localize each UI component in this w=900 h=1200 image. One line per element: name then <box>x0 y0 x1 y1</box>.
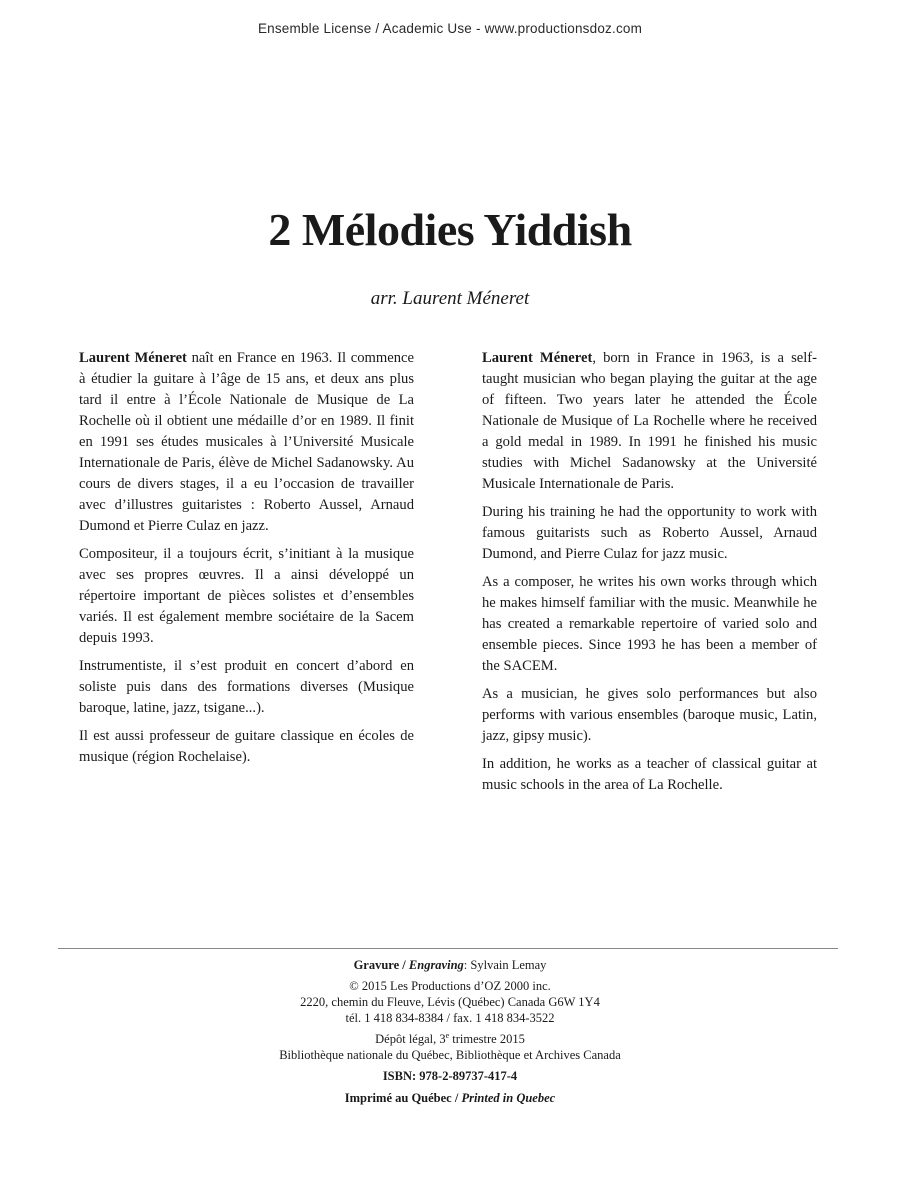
engraving-label-en: Engraving <box>408 958 464 972</box>
footer-divider <box>58 948 838 949</box>
legal-deposit-line <box>0 1031 900 1047</box>
biography-english <box>482 348 817 803</box>
bio-fr-paragraph-4: Il est aussi professeur de guitare classique en écoles de musique (région Rochelaise). <box>79 728 414 765</box>
bio-fr-p1-text: naît en France en 1963. Il commence à étudier la guitare à l’âge de 15 ans, et deux ans plus tard il entre à l’École Nationale de Musique de La Rochelle où il obtient une médaille d’or en 1989. Il finit en 1991 ses études musicales à l’Université Musicale Internationale de Paris, élève de Michel Sadanowsky. Au cours de divers stages, il a eu l’occasion de travailler avec d’illustres guitaristes : Roberto Aussel, Arnaud Dumond et Pierre Culaz en jazz. <box>79 350 414 534</box>
bio-fr-paragraph-3: Instrumentiste, il s’est produit en concert d’abord en soliste puis dans des formations diverses (Musique baroque, latine, jazz, tsigane...). <box>79 658 414 716</box>
bio-en-paragraph-2: During his training he had the opportunity to work with famous guitarists such as Roberto Aussel, Arnaud Dumond, and Pierre Culaz for jazz music. <box>482 504 817 562</box>
library-line: Bibliothèque nationale du Québec, Bibliothèque et Archives Canada <box>279 1048 621 1062</box>
bio-en-paragraph-3: As a composer, he writes his own works through which he makes himself familiar with the music. Meanwhile he has created a remarkable repertoire of varied solo and ensemble pieces. Since 1993 he has been a member of the SACEM. <box>482 574 817 674</box>
engraver-name: : Sylvain Lemay <box>463 958 547 972</box>
engraving-credit <box>0 957 900 973</box>
arranger-credit: arr. Laurent Méneret <box>370 288 530 309</box>
bio-en-paragraph-5: In addition, he works as a teacher of classical guitar at music schools in the area of La Rochelle. <box>482 756 817 793</box>
publisher-info <box>0 978 900 1026</box>
bio-fr-name: Laurent Méneret <box>79 350 187 366</box>
biography-french <box>79 348 414 775</box>
engraving-label-fr: Gravure / <box>353 958 409 972</box>
printed-label-en: Printed in Quebec <box>461 1091 556 1105</box>
bio-en-name: Laurent Méneret <box>482 350 593 366</box>
bio-fr-paragraph-2: Compositeur, il a toujours écrit, s’initiant à la musique avec ses propres œuvres. Il a ainsi développé un répertoire important de pièces solistes et d’ensembles variés. Il est également membre sociétaire de la Sacem depuis 1993. <box>79 546 414 646</box>
publisher-phone: tél. 1 418 834-8384 / fax. 1 418 834-3522 <box>345 1011 555 1025</box>
page-title: 2 Mélodies Yiddish <box>268 204 632 255</box>
publisher-address: 2220, chemin du Fleuve, Lévis (Québec) Canada G6W 1Y4 <box>300 995 600 1009</box>
legal-deposit-pre: Dépôt légal, 3 <box>375 1032 446 1046</box>
printed-in <box>0 1090 900 1106</box>
isbn: ISBN: 978-2-89737-417-4 <box>382 1069 518 1083</box>
credits-block <box>0 957 900 1111</box>
printed-label-fr: Imprimé au Québec / <box>344 1091 462 1105</box>
bio-en-paragraph-4: As a musician, he gives solo performances but also performs with various ensembles (baroque music, Latin, jazz, gipsy music). <box>482 686 817 744</box>
legal-deposit <box>0 1031 900 1063</box>
legal-deposit-post: trimestre 2015 <box>449 1032 525 1046</box>
bio-en-paragraph-1 <box>482 348 817 495</box>
legal-deposit-sup: e <box>445 1031 450 1040</box>
bio-en-p1-text: , born in France in 1963, is a self-taught musician who began playing the guitar at the age of fifteen. Two years later he attended the École Nationale de Musique of La Rochelle where he received a gold medal in 1989. In 1991 he finished his music studies with Michel Sadanowsky at the Université Musicale Internationale de Paris. <box>482 350 817 492</box>
bio-fr-paragraph-1 <box>79 348 414 537</box>
copyright: © 2015 Les Productions d’OZ 2000 inc. <box>349 979 551 993</box>
license-header: Ensemble License / Academic Use - www.productionsdoz.com <box>257 21 643 36</box>
